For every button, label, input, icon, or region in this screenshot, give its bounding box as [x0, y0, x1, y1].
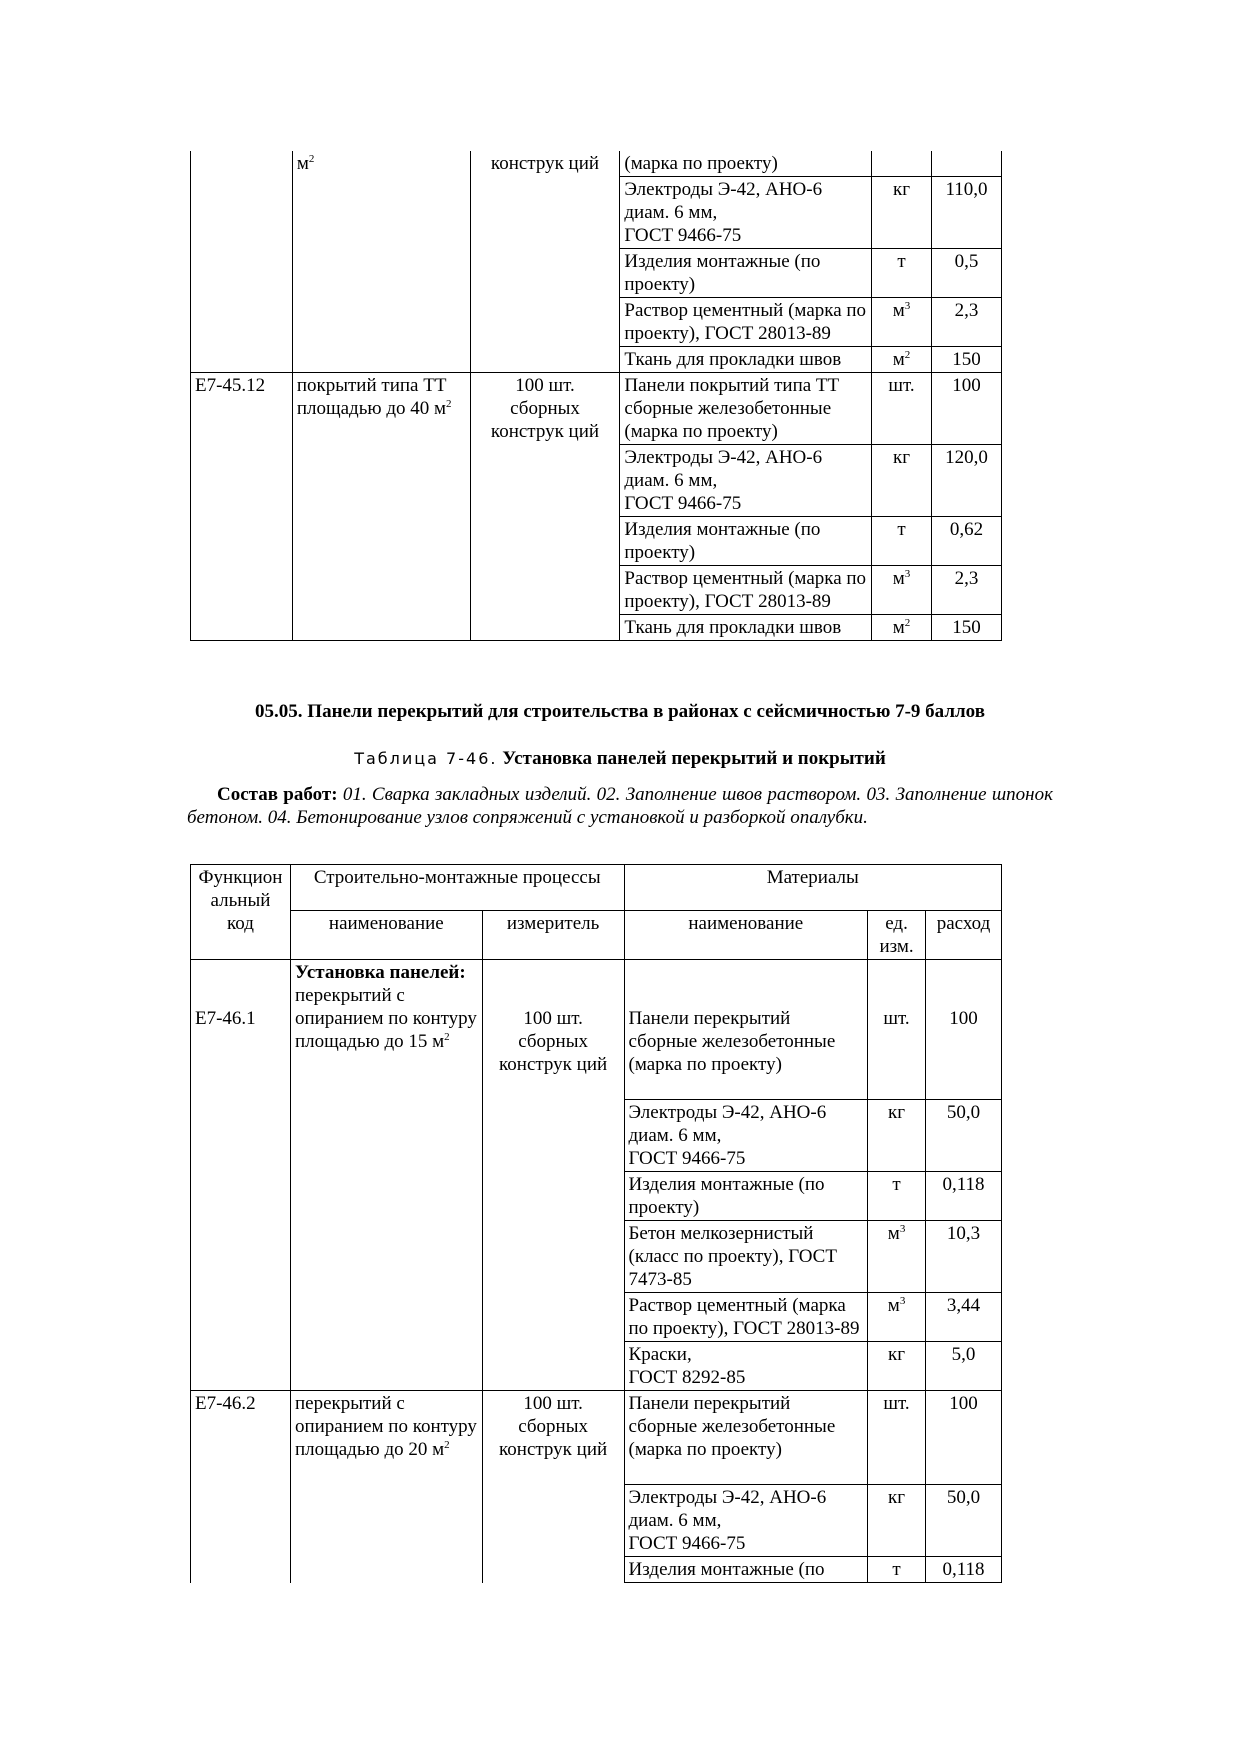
continuation-table: [190, 151, 1002, 641]
table-caption-prefix: Таблица 7-46.: [354, 749, 498, 768]
material-amount: 3,44: [926, 1293, 1002, 1342]
code-cell: Е7-46.2: [191, 1391, 291, 1485]
material-name: Электроды Э-42, АНО-6 диам. 6 мм, ГОСТ 9466-75: [624, 1485, 868, 1557]
header-unit: ед. изм.: [868, 911, 926, 960]
material-name: (марка по проекту): [620, 151, 872, 177]
material-unit: т: [868, 1172, 926, 1221]
material-unit: кг: [872, 445, 932, 517]
material-amount: 100: [926, 960, 1002, 1100]
material-name: Бетон мелкозернистый (класс по проекту), ГОСТ 7473-85: [624, 1221, 868, 1293]
code-cell: [191, 151, 293, 177]
table-7-46: [190, 864, 1002, 1583]
material-amount: 0,5: [932, 249, 1002, 298]
material-name: Раствор цементный (марка по проекту), ГОСТ 28013-89: [620, 298, 872, 347]
material-name: Изделия монтажные (по проекту): [620, 517, 872, 566]
material-amount: 0,118: [926, 1557, 1002, 1583]
material-name: Изделия монтажные (по проекту): [624, 1172, 868, 1221]
material-unit: шт.: [872, 373, 932, 445]
material-name: Электроды Э-42, АНО-6 диам. 6 мм, ГОСТ 9466-75: [624, 1100, 868, 1172]
material-name: Электроды Э-42, АНО-6 диам. 6 мм, ГОСТ 9466-75: [620, 177, 872, 249]
material-amount: 110,0: [932, 177, 1002, 249]
table-caption-title: Установка панелей перекрытий и покрытий: [502, 748, 886, 769]
material-unit: $м^3$: [872, 566, 932, 615]
table-row: [191, 566, 1002, 615]
material-unit: $м^3$: [868, 1293, 926, 1342]
name-cell: Установка панелей: перекрытий с опиранием по контуру площадью до 15 $м^2$: [290, 960, 482, 1100]
material-amount: 0,118: [926, 1172, 1002, 1221]
table-row: [191, 445, 1002, 517]
material-unit: $м^2$: [872, 615, 932, 641]
table-row: [191, 373, 1002, 445]
table-row: [191, 1342, 1002, 1391]
material-unit: $м^2$: [872, 347, 932, 373]
material-amount: 50,0: [926, 1100, 1002, 1172]
composition-text: 01. Сварка закладных изделий. 02. Заполнение швов раствором. 03. Заполнение шпонок бетоном. 04. Бетонирование узлов сопряжений с установкой и разборкой опалубки.: [187, 784, 1053, 828]
header-processes: Строительно-монтажные процессы: [290, 865, 624, 911]
material-unit: $м^3$: [868, 1221, 926, 1293]
name-cell: покрытий типа ТТ площадью до 40 $м^2$: [292, 373, 470, 445]
material-amount: 50,0: [926, 1485, 1002, 1557]
table-header-row: [191, 911, 1002, 960]
material-amount: 10,3: [926, 1221, 1002, 1293]
material-unit: т: [868, 1557, 926, 1583]
table-row: [191, 1293, 1002, 1342]
material-unit: кг: [868, 1342, 926, 1391]
composition-label: Состав работ:: [217, 784, 338, 805]
material-name: Панели перекрытий сборные железобетонные (марка по проекту): [624, 1391, 868, 1485]
material-amount: [932, 151, 1002, 177]
table-row: [191, 177, 1002, 249]
material-amount: 150: [932, 347, 1002, 373]
table-row: [191, 1221, 1002, 1293]
material-unit: шт.: [868, 960, 926, 1100]
material-amount: 100: [932, 373, 1002, 445]
code-cell: Е7-45.12: [191, 373, 293, 445]
material-amount: 2,3: [932, 566, 1002, 615]
material-amount: 150: [932, 615, 1002, 641]
material-amount: 0,62: [932, 517, 1002, 566]
material-unit: кг: [868, 1100, 926, 1172]
meter-cell: 100 шт. сборных конструк ций: [470, 373, 620, 445]
header-materials: Материалы: [624, 865, 1001, 911]
table-row: [191, 298, 1002, 347]
material-name: Ткань для прокладки швов: [620, 615, 872, 641]
table-row: [191, 1557, 1002, 1583]
material-amount: 2,3: [932, 298, 1002, 347]
material-unit: [872, 151, 932, 177]
table-row: [191, 1485, 1002, 1557]
material-unit: шт.: [868, 1391, 926, 1485]
material-unit: кг: [872, 177, 932, 249]
material-name: Изделия монтажные (по: [624, 1557, 868, 1583]
meter-cell: 100 шт. сборных конструк ций: [482, 1391, 624, 1485]
table-row: [191, 517, 1002, 566]
header-name: наименование: [290, 911, 482, 960]
material-amount: 100: [926, 1391, 1002, 1485]
header-amount: расход: [926, 911, 1002, 960]
table-row: [191, 960, 1002, 1100]
material-name: Панели покрытий типа ТТ сборные железобетонные (марка по проекту): [620, 373, 872, 445]
group-title: Установка панелей:: [294, 962, 466, 983]
material-name: Электроды Э-42, АНО-6 диам. 6 мм, ГОСТ 9466-75: [620, 445, 872, 517]
table-row: [191, 1172, 1002, 1221]
table-row: [191, 249, 1002, 298]
table-row: [191, 1100, 1002, 1172]
material-name: Краски, ГОСТ 8292-85: [624, 1342, 868, 1391]
material-unit: $м^3$: [872, 298, 932, 347]
material-name: Панели перекрытий сборные железобетонные (марка по проекту): [624, 960, 868, 1100]
material-name: Раствор цементный (марка по проекту), ГОСТ 28013-89: [624, 1293, 868, 1342]
header-code: Функцион альный код: [191, 865, 291, 960]
material-unit: т: [872, 517, 932, 566]
table-row: [191, 347, 1002, 373]
material-unit: кг: [868, 1485, 926, 1557]
section-title: 05.05. Панели перекрытий для строительства в районах с сейсмичностью 7-9 баллов: [255, 701, 985, 722]
name-cell: $м^2$: [292, 151, 470, 177]
work-composition: [187, 783, 1053, 829]
table-row: [191, 1391, 1002, 1485]
name-cell: перекрытий с опиранием по контуру площадью до 20 $м^2$: [290, 1391, 482, 1485]
material-amount: 5,0: [926, 1342, 1002, 1391]
code-cell: Е7-46.1: [191, 960, 291, 1100]
meter-cell: конструк ций: [470, 151, 620, 177]
material-name: Изделия монтажные (по проекту): [620, 249, 872, 298]
header-mat-name: наименование: [624, 911, 868, 960]
header-meter: измеритель: [482, 911, 624, 960]
meter-cell: 100 шт. сборных конструк ций: [482, 960, 624, 1100]
table-row: [191, 615, 1002, 641]
table-caption: [190, 748, 1050, 770]
material-name: Раствор цементный (марка по проекту), ГОСТ 28013-89: [620, 566, 872, 615]
material-name: Ткань для прокладки швов: [620, 347, 872, 373]
material-unit: т: [872, 249, 932, 298]
table-header-row: [191, 865, 1002, 911]
material-amount: 120,0: [932, 445, 1002, 517]
table-row: [191, 151, 1002, 177]
